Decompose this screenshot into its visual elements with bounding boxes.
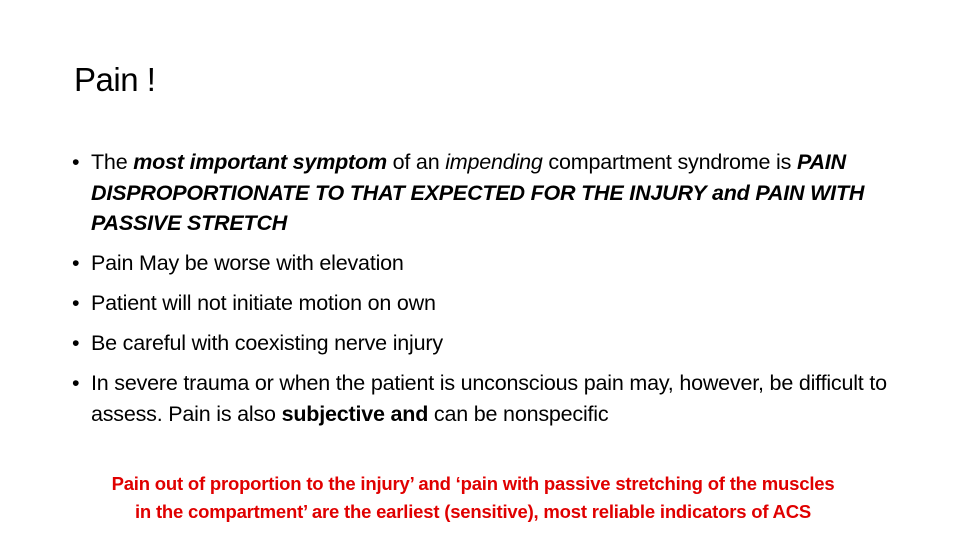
bullet-item (72, 288, 892, 319)
bullet-item (72, 368, 892, 429)
bullet-text-segment: In severe trauma or when the patient is unconscious pain may, however, be difficult to assess. Pain is also (91, 371, 887, 426)
bullet-dot-icon: • (72, 150, 80, 174)
bullet-text-segment: Pain May be worse with elevation (91, 251, 404, 275)
callout-line: Pain out of proportion to the injury’ and ‘pain with passive stretching of the muscles (111, 473, 835, 494)
bullet-text-segment: can be nonspecific (428, 401, 609, 426)
bullet-text-segment: of an (386, 150, 446, 174)
bullet-italic-text: impending (445, 150, 543, 174)
bullet-text-segment: The (91, 150, 134, 174)
bullet-dot-icon: • (72, 331, 80, 355)
bullet-dot-icon: • (72, 371, 80, 395)
bullet-item (72, 328, 892, 359)
bullet-list (72, 147, 892, 439)
bullet-dot-icon: • (72, 251, 80, 275)
bullet-text-segment: Be careful with coexisting nerve injury (91, 331, 443, 355)
bullet-dot-icon: • (72, 291, 80, 315)
bullet-item (72, 147, 892, 239)
slide-title: Pain ! (74, 61, 156, 98)
callout-note (30, 470, 916, 526)
bullet-text-segment: Patient will not initiate motion on own (91, 291, 436, 315)
bullet-item (72, 248, 892, 279)
bullet-emphasis-text: PAIN DISPROPORTIONATE TO THAT EXPECTED FOR THE INJURY and PAIN WITH PASSIVE STRETCH (91, 150, 865, 235)
callout-line: in the compartment’ are the earliest (sensitive), most reliable indicators of ACS (134, 501, 812, 522)
bullet-bold-text: subjective and (281, 401, 429, 426)
bullet-text-segment: compartment syndrome is (542, 150, 797, 174)
bullet-emphasis-text: most important symptom (133, 150, 387, 174)
